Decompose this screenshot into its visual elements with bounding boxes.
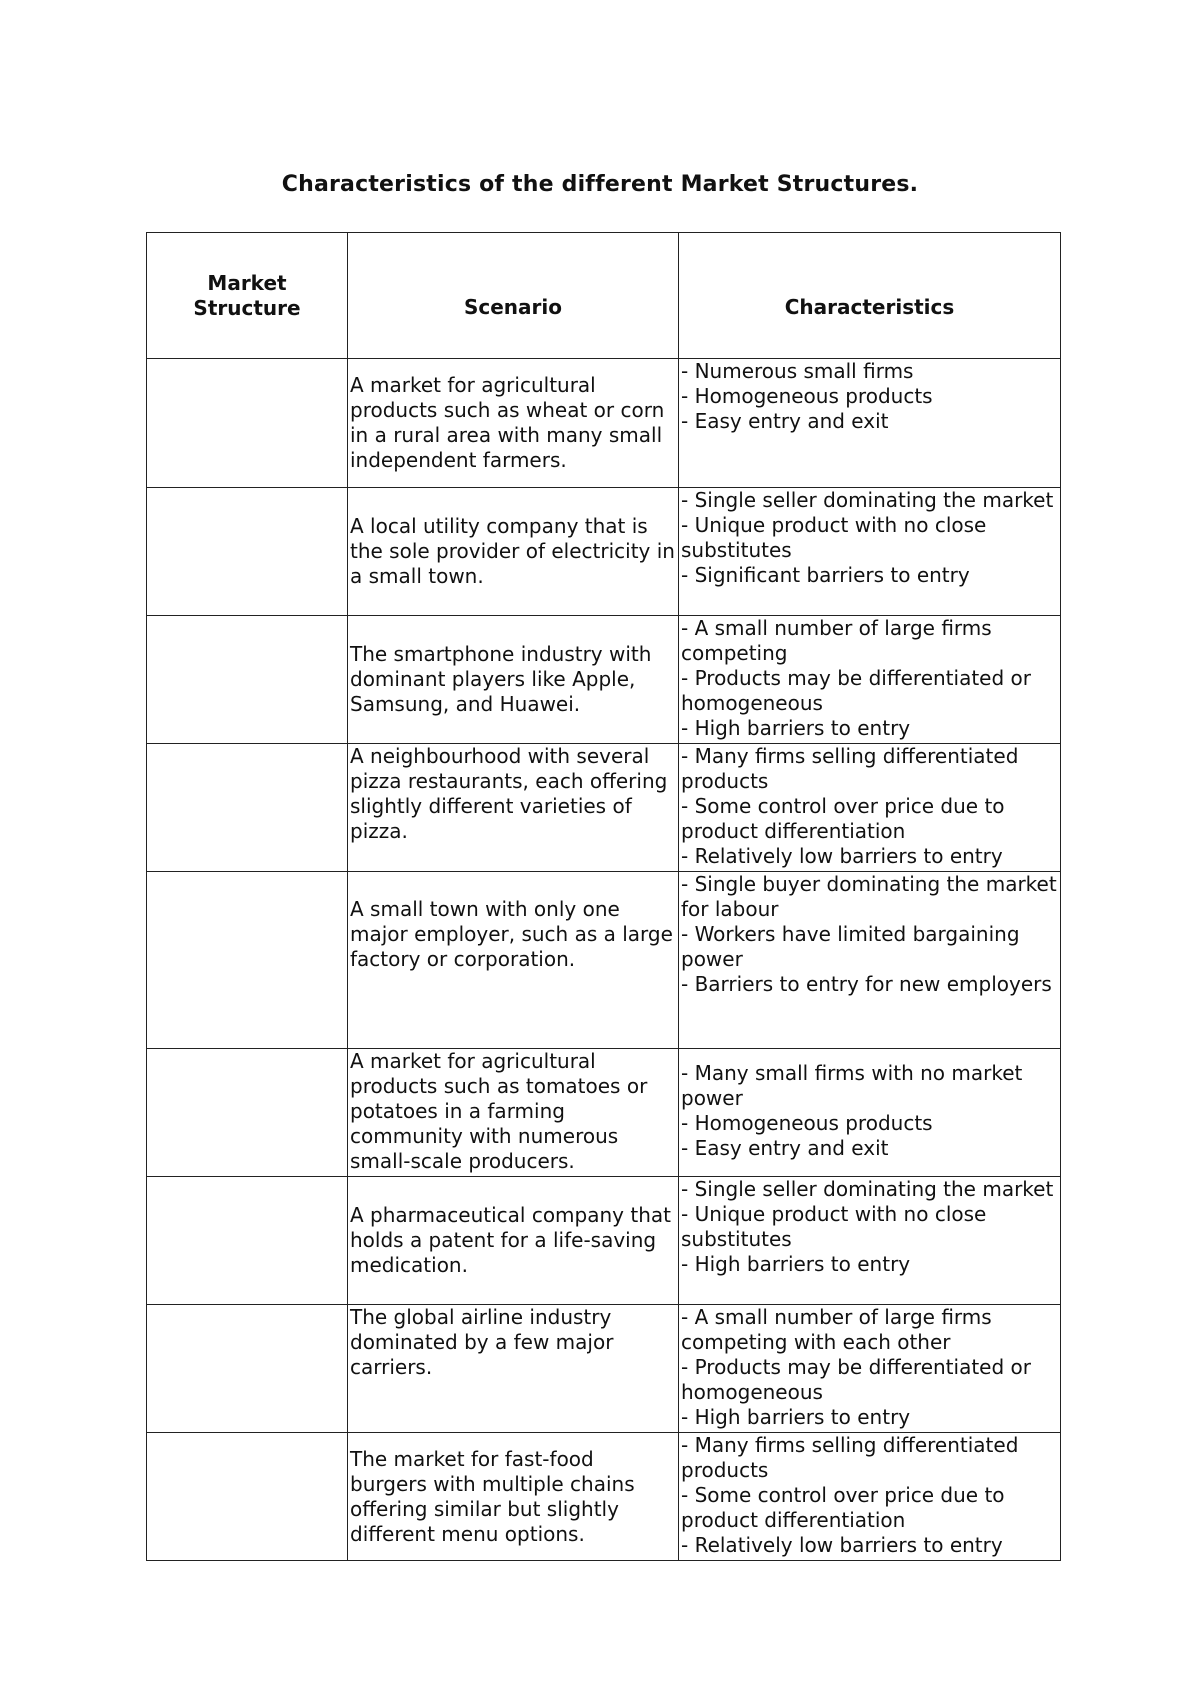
table-row — [147, 744, 1061, 872]
market-structure-cell — [147, 744, 348, 872]
market-structure-cell — [147, 488, 348, 616]
characteristic-item: - Relatively low barriers to entry — [681, 1533, 1003, 1557]
table-body — [147, 359, 1061, 1561]
scenario-cell: A local utility company that is the sole provider of electricity in a small town. — [348, 488, 679, 616]
characteristic-item: - Workers have limited bargaining power — [681, 922, 1020, 971]
characteristics-cell — [679, 744, 1061, 872]
characteristic-item: - Many small firms with no market power — [681, 1061, 1023, 1110]
characteristics-cell — [679, 1049, 1061, 1177]
characteristic-item: - Many firms selling differentiated products — [681, 744, 1019, 793]
header-market-structure: Market Structure — [147, 233, 348, 359]
scenario-cell: A neighbourhood with several pizza restaurants, each offering slightly different varieties of pizza. — [348, 744, 679, 872]
table-row — [147, 872, 1061, 1049]
header-characteristics: Characteristics — [679, 233, 1061, 359]
scenario-cell: The smartphone industry with dominant players like Apple, Samsung, and Huawei. — [348, 616, 679, 744]
scenario-cell: A market for agricultural products such as wheat or corn in a rural area with many small independent farmers. — [348, 359, 679, 488]
table-row — [147, 1177, 1061, 1305]
header-scenario: Scenario — [348, 233, 679, 359]
table-row — [147, 488, 1061, 616]
characteristic-item: - A small number of large firms competing — [681, 616, 992, 665]
characteristic-item: - High barriers to entry — [681, 1405, 911, 1429]
market-structure-cell — [147, 1049, 348, 1177]
characteristics-cell — [679, 872, 1061, 1049]
characteristic-item: - Single buyer dominating the market for labour — [681, 872, 1057, 921]
table-row — [147, 1433, 1061, 1561]
market-structures-table — [146, 232, 1061, 1561]
characteristic-item: - Single seller dominating the market — [681, 488, 1054, 512]
characteristic-item: - Homogeneous products — [681, 384, 933, 408]
scenario-cell: A small town with only one major employer, such as a large factory or corporation. — [348, 872, 679, 1049]
table-row — [147, 616, 1061, 744]
characteristic-item: - High barriers to entry — [681, 716, 911, 740]
characteristic-item: - Numerous small firms — [681, 359, 914, 383]
characteristic-item: - Some control over price due to product differentiation — [681, 794, 1005, 843]
characteristics-cell — [679, 1433, 1061, 1561]
characteristic-item: - Products may be differentiated or homogeneous — [681, 666, 1031, 715]
characteristic-item: - Unique product with no close substitutes — [681, 513, 987, 562]
characteristic-item: - Barriers to entry for new employers — [681, 972, 1052, 996]
page-title: Characteristics of the different Market Structures. — [281, 172, 919, 197]
characteristic-item: - Many firms selling differentiated products — [681, 1433, 1019, 1482]
characteristics-cell — [679, 488, 1061, 616]
characteristics-cell — [679, 616, 1061, 744]
characteristic-item: - High barriers to entry — [681, 1252, 911, 1276]
market-structure-cell — [147, 616, 348, 744]
characteristic-item: - Some control over price due to product differentiation — [681, 1483, 1005, 1532]
table-row — [147, 1305, 1061, 1433]
header-row — [147, 233, 1061, 359]
scenario-cell: The global airline industry dominated by a few major carriers. — [348, 1305, 679, 1433]
characteristic-item: - Easy entry and exit — [681, 409, 889, 433]
characteristics-cell — [679, 1305, 1061, 1433]
table-row — [147, 1049, 1061, 1177]
scenario-cell: The market for fast-food burgers with multiple chains offering similar but slightly different menu options. — [348, 1433, 679, 1561]
characteristic-item: - Easy entry and exit — [681, 1136, 889, 1160]
characteristic-item: - Products may be differentiated or homogeneous — [681, 1355, 1031, 1404]
characteristics-cell — [679, 1177, 1061, 1305]
characteristic-item: - Homogeneous products — [681, 1111, 933, 1135]
market-structure-cell — [147, 1177, 348, 1305]
characteristic-item: - Unique product with no close substitutes — [681, 1202, 987, 1251]
market-structure-cell — [147, 872, 348, 1049]
market-structure-cell — [147, 1433, 348, 1561]
scenario-cell: A market for agricultural products such as tomatoes or potatoes in a farming community with numerous small-scale producers. — [348, 1049, 679, 1177]
market-structure-cell — [147, 1305, 348, 1433]
scenario-cell: A pharmaceutical company that holds a patent for a life-saving medication. — [348, 1177, 679, 1305]
market-structure-cell — [147, 359, 348, 488]
characteristic-item: - Relatively low barriers to entry — [681, 844, 1003, 868]
table-row — [147, 359, 1061, 488]
characteristic-item: - A small number of large firms competing with each other — [681, 1305, 992, 1354]
characteristic-item: - Significant barriers to entry — [681, 563, 970, 587]
characteristic-item: - Single seller dominating the market — [681, 1177, 1054, 1201]
characteristics-cell — [679, 359, 1061, 488]
